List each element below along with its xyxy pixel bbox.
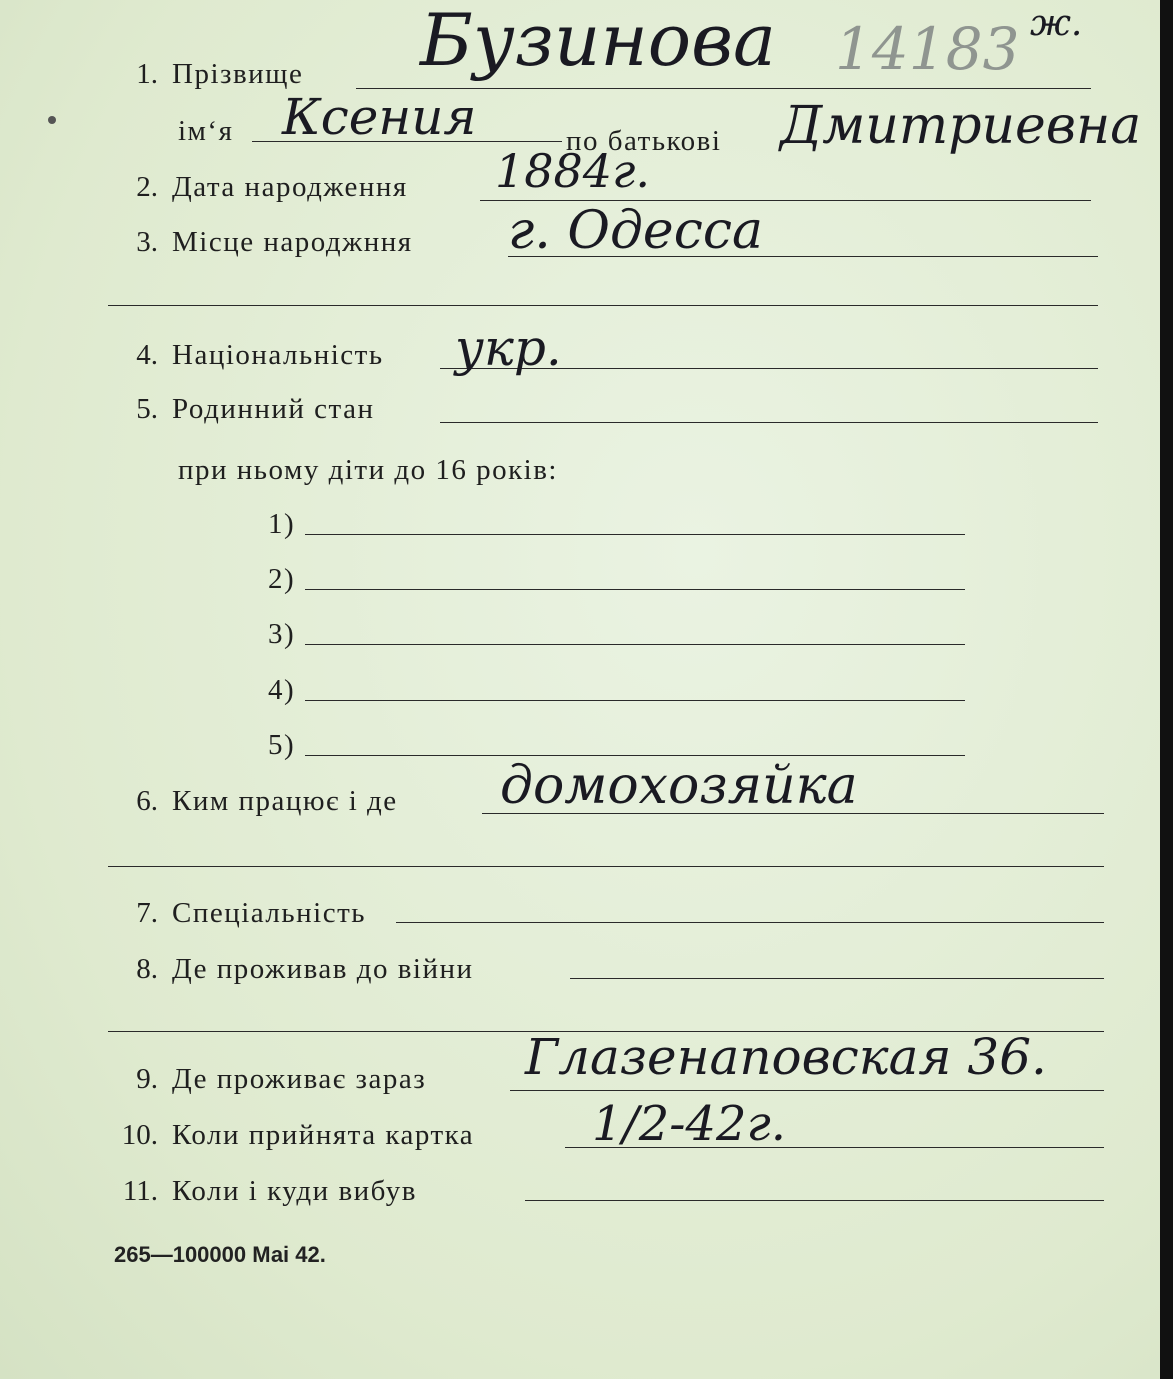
prewar-address-line [570, 978, 1104, 979]
child-4-line [305, 700, 965, 701]
corner-note: ж. [1030, 3, 1083, 44]
field-1-number: 1. [136, 58, 158, 90]
field-11-number: 11. [122, 1175, 158, 1207]
marital-status-label: Родинний стан [172, 393, 375, 425]
nationality-value: укр. [455, 319, 562, 377]
field-7-number: 7. [136, 897, 158, 929]
current-address-line [510, 1090, 1104, 1091]
birthdate-value: 1884г. [495, 144, 650, 198]
departure-line [525, 1200, 1104, 1201]
nationality-label: Національність [172, 339, 384, 371]
specialty-line [396, 922, 1104, 923]
card-accepted-value: 1/2-42г. [592, 1096, 787, 1152]
current-address-label: Де проживає зараз [172, 1063, 427, 1095]
field-3-number: 3. [136, 226, 158, 258]
pencil-number: 14183 [835, 15, 1020, 83]
name-label: ім‘я [178, 115, 234, 147]
occupation-value: домохозяйка [500, 756, 858, 816]
field-4-number: 4. [136, 339, 158, 371]
field-10-number: 10. [121, 1119, 158, 1151]
field-5-number: 5. [136, 393, 158, 425]
child-1-label: 1) [268, 508, 296, 540]
field-9-number: 9. [136, 1063, 158, 1095]
card-accepted-label: Коли прийнята картка [172, 1119, 475, 1151]
birthplace-label: Місце народжння [172, 226, 413, 258]
print-run-footer: 265—100000 Маі 42. [114, 1242, 326, 1267]
birthplace-value: г. Одесса [508, 201, 763, 261]
prewar-address-label: Де проживав до війни [172, 953, 474, 985]
patronymic-label: по батькові [566, 125, 722, 157]
birthplace-line-2 [108, 305, 1098, 306]
field-8-number: 8. [136, 953, 158, 985]
child-3-line [305, 644, 965, 645]
scan-edge [1160, 0, 1173, 1379]
occupation-label: Ким працює і де [172, 785, 398, 817]
field-2-number: 2. [136, 171, 158, 203]
surname-label: Прізвище [172, 58, 304, 90]
paper-speck [48, 116, 56, 124]
patronymic-value: Дмитриевна [780, 96, 1142, 156]
child-4-label: 4) [268, 674, 296, 706]
current-address-value: Глазенаповская 36. [525, 1028, 1047, 1086]
name-value: Ксения [282, 88, 477, 146]
child-3-label: 3) [268, 618, 296, 650]
surname-value: Бузинова [420, 0, 776, 82]
specialty-label: Спеціальність [172, 897, 366, 929]
children-label: при ньому діти до 16 років: [178, 454, 558, 486]
child-2-line [305, 589, 965, 590]
occupation-line-2 [108, 866, 1104, 867]
child-5-label: 5) [268, 729, 296, 761]
birthdate-label: Дата народження [172, 171, 408, 203]
marital-status-line [440, 422, 1098, 423]
departure-label: Коли і куди вибув [172, 1175, 417, 1207]
child-2-label: 2) [268, 563, 296, 595]
child-1-line [305, 534, 965, 535]
field-6-number: 6. [136, 785, 158, 817]
